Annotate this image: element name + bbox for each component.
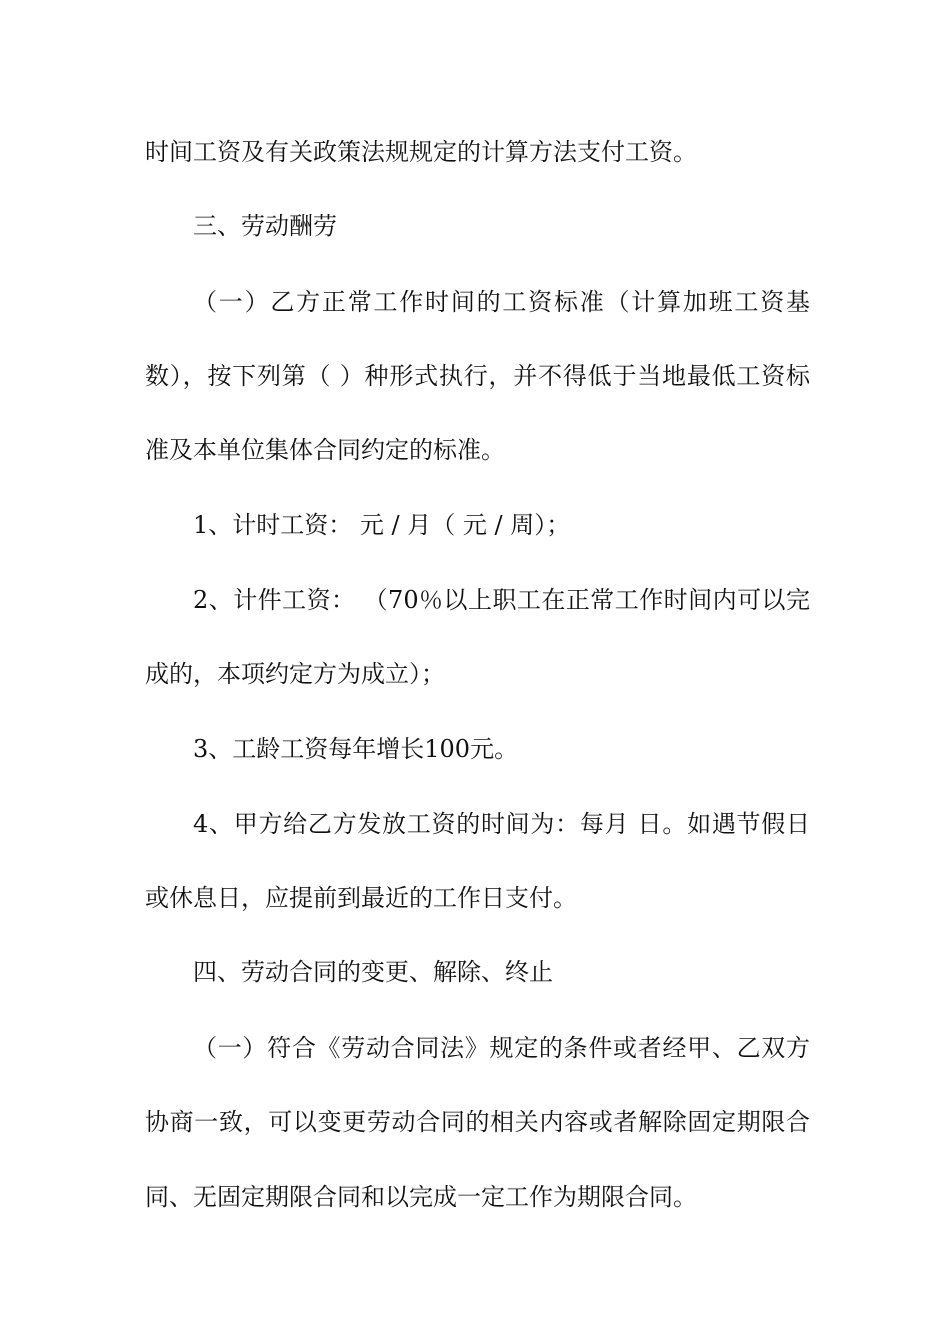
paragraph-line: 成的，本项约定方为成立）； <box>145 660 445 688</box>
paragraph-line: 同、无固定期限合同和以完成一定工作为期限合同。 <box>145 1183 697 1211</box>
list-item-pay-date: 4、甲方给乙方发放工资的时间为：每月 日。如遇节假日 <box>193 810 810 838</box>
paragraph-line: 协商一致，可以变更劳动合同的相关内容或者解除固定期限合 <box>145 1108 810 1136</box>
list-item-seniority-wage: 3、工龄工资每年增长100元。 <box>193 735 519 763</box>
paragraph-line: （一）符合《劳动合同法》规定的条件或者经甲、乙双方 <box>193 1034 810 1062</box>
paragraph-line: 准及本单位集体合同约定的标准。 <box>145 436 505 464</box>
paragraph-line: （一）乙方正常工作时间的工资标准（计算加班工资基 <box>193 288 810 316</box>
section-heading-labor-remuneration: 三、劳动酬劳 <box>193 212 337 240</box>
section-heading-contract-change: 四、劳动合同的变更、解除、终止 <box>193 958 553 986</box>
paragraph-line: 数），按下列第（ ）种形式执行，并不得低于当地最低工资标 <box>145 362 810 390</box>
paragraph-line: 时间工资及有关政策法规规定的计算方法支付工资。 <box>145 138 697 166</box>
paragraph-line: 或休息日，应提前到最近的工作日支付。 <box>145 884 577 912</box>
list-item-piece-wage: 2、计件工资： （70％以上职工在正常工作时间内可以完 <box>193 586 810 614</box>
list-item-hourly-wage: 1、计时工资： 元 / 月（ 元 / 周）； <box>193 511 571 539</box>
